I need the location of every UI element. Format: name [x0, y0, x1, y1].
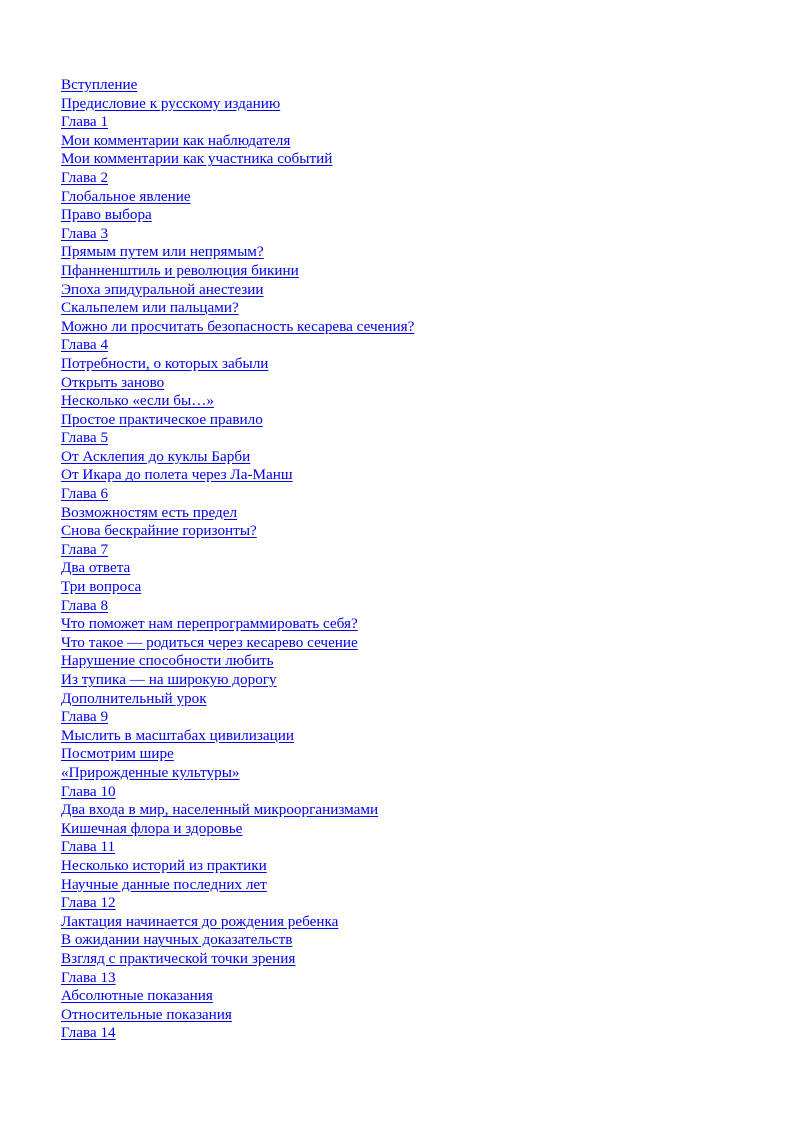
toc-item	[61, 820, 414, 839]
toc-link[interactable]: Несколько историй из практики	[61, 856, 267, 874]
toc-item	[61, 1006, 414, 1025]
toc-item	[61, 913, 414, 932]
toc-item	[61, 1024, 414, 1043]
toc-item	[61, 838, 414, 857]
toc-item	[61, 318, 414, 337]
toc-item	[61, 671, 414, 690]
toc-link[interactable]: Право выбора	[61, 206, 152, 224]
toc-item	[61, 708, 414, 727]
toc-item	[61, 652, 414, 671]
toc-link[interactable]: Научные данные последних лет	[61, 875, 267, 893]
toc-link[interactable]: Возможностям есть предел	[61, 503, 238, 521]
toc-link[interactable]: От Асклепия до куклы Барби	[61, 447, 251, 465]
toc-link[interactable]: Мои комментарии как участника событий	[61, 150, 333, 168]
toc-link[interactable]: Глава 7	[61, 540, 109, 558]
toc-link[interactable]: Нарушение способности любить	[61, 652, 274, 670]
toc-link[interactable]: Относительные показания	[61, 1005, 232, 1023]
toc-item	[61, 783, 414, 802]
toc-item	[61, 504, 414, 523]
toc-link[interactable]: Дополнительный урок	[61, 689, 207, 707]
toc-item	[61, 281, 414, 300]
toc-link[interactable]: Глава 10	[61, 782, 116, 800]
toc-link[interactable]: Глава 13	[61, 968, 116, 986]
toc-item	[61, 95, 414, 114]
toc-item	[61, 857, 414, 876]
toc-link[interactable]: Из тупика — на широкую дорогу	[61, 671, 277, 688]
table-of-contents	[61, 76, 414, 1043]
toc-link[interactable]: Простое практическое правило	[61, 410, 263, 428]
toc-link[interactable]: Глава 3	[61, 224, 109, 242]
toc-link[interactable]: Глава 4	[61, 336, 109, 354]
toc-link[interactable]: Что такое — родиться через кесарево сечение	[61, 633, 358, 651]
toc-link[interactable]: Абсолютные показания	[61, 987, 213, 1005]
toc-item	[61, 188, 414, 207]
toc-item	[61, 578, 414, 597]
toc-item	[61, 876, 414, 895]
toc-link[interactable]: Можно ли просчитать безопасность кесарева сечения?	[61, 317, 415, 335]
toc-item	[61, 541, 414, 560]
toc-item	[61, 243, 414, 262]
toc-link[interactable]: Два входа в мир, населенный микроорганизмами	[61, 801, 379, 819]
toc-link[interactable]: Глава 12	[61, 894, 116, 912]
toc-link[interactable]: «Прирожденные культуры»	[61, 763, 240, 781]
toc-item	[61, 764, 414, 783]
toc-link[interactable]: Глобальное явление	[61, 187, 191, 205]
toc-link[interactable]: Мыслить в масштабах цивилизации	[61, 726, 294, 744]
toc-link[interactable]: Два ответа	[61, 559, 131, 577]
toc-link[interactable]: Посмотрим шире	[61, 745, 174, 763]
toc-link[interactable]: Лактация начинается до рождения ребенка	[61, 912, 339, 930]
toc-item	[61, 150, 414, 169]
toc-link[interactable]: Что поможет нам перепрограммировать себя?	[61, 615, 358, 633]
toc-item	[61, 76, 414, 95]
toc-link[interactable]: Глава 8	[61, 596, 109, 614]
toc-item	[61, 374, 414, 393]
toc-item	[61, 225, 414, 244]
toc-link[interactable]: Эпоха эпидуральной анестезии	[61, 280, 264, 298]
toc-link[interactable]: Кишечная флора и здоровье	[61, 819, 243, 837]
toc-link[interactable]: Глава 6	[61, 485, 109, 503]
toc-item	[61, 727, 414, 746]
toc-link[interactable]: Вступление	[61, 76, 138, 93]
toc-link[interactable]: Глава 11	[61, 838, 116, 856]
toc-item	[61, 485, 414, 504]
toc-item	[61, 411, 414, 430]
toc-item	[61, 299, 414, 318]
toc-link[interactable]: Открыть заново	[61, 373, 165, 391]
toc-link[interactable]: Глава 2	[61, 168, 109, 186]
toc-link[interactable]: В ожидании научных доказательств	[61, 931, 293, 949]
toc-item	[61, 169, 414, 188]
toc-item	[61, 745, 414, 764]
toc-item	[61, 336, 414, 355]
toc-item	[61, 801, 414, 820]
toc-link[interactable]: Предисловие к русскому изданию	[61, 94, 281, 112]
toc-link[interactable]: Глава 9	[61, 708, 109, 726]
toc-item	[61, 950, 414, 969]
toc-item	[61, 559, 414, 578]
toc-link[interactable]: Снова бескрайние горизонты?	[61, 522, 257, 540]
toc-item	[61, 634, 414, 653]
toc-item	[61, 132, 414, 151]
toc-item	[61, 597, 414, 616]
toc-item	[61, 429, 414, 448]
toc-link[interactable]: Глава 1	[61, 113, 109, 131]
toc-item	[61, 969, 414, 988]
toc-item	[61, 466, 414, 485]
toc-link[interactable]: Мои комментарии как наблюдателя	[61, 131, 291, 149]
toc-link[interactable]: От Икара до полета через Ла-Манш	[61, 466, 293, 484]
toc-link[interactable]: Прямым путем или непрямым?	[61, 243, 264, 261]
toc-link[interactable]: Несколько «если бы…»	[61, 392, 215, 410]
toc-link[interactable]: Глава 14	[61, 1024, 116, 1042]
toc-item	[61, 355, 414, 374]
toc-link[interactable]: Три вопроса	[61, 578, 142, 596]
toc-item	[61, 615, 414, 634]
toc-link[interactable]: Потребности, о которых забыли	[61, 354, 269, 372]
toc-item	[61, 987, 414, 1006]
toc-link[interactable]: Глава 5	[61, 429, 109, 447]
toc-item	[61, 113, 414, 132]
toc-item	[61, 262, 414, 281]
toc-item	[61, 690, 414, 709]
toc-item	[61, 522, 414, 541]
toc-link[interactable]: Скальпелем или пальцами?	[61, 299, 239, 317]
toc-item	[61, 931, 414, 950]
toc-item	[61, 448, 414, 467]
toc-item	[61, 392, 414, 411]
toc-link[interactable]: Взгляд с практической точки зрения	[61, 949, 296, 967]
toc-item	[61, 894, 414, 913]
toc-item	[61, 206, 414, 225]
toc-link[interactable]: Пфанненштиль и революция бикини	[61, 261, 299, 279]
